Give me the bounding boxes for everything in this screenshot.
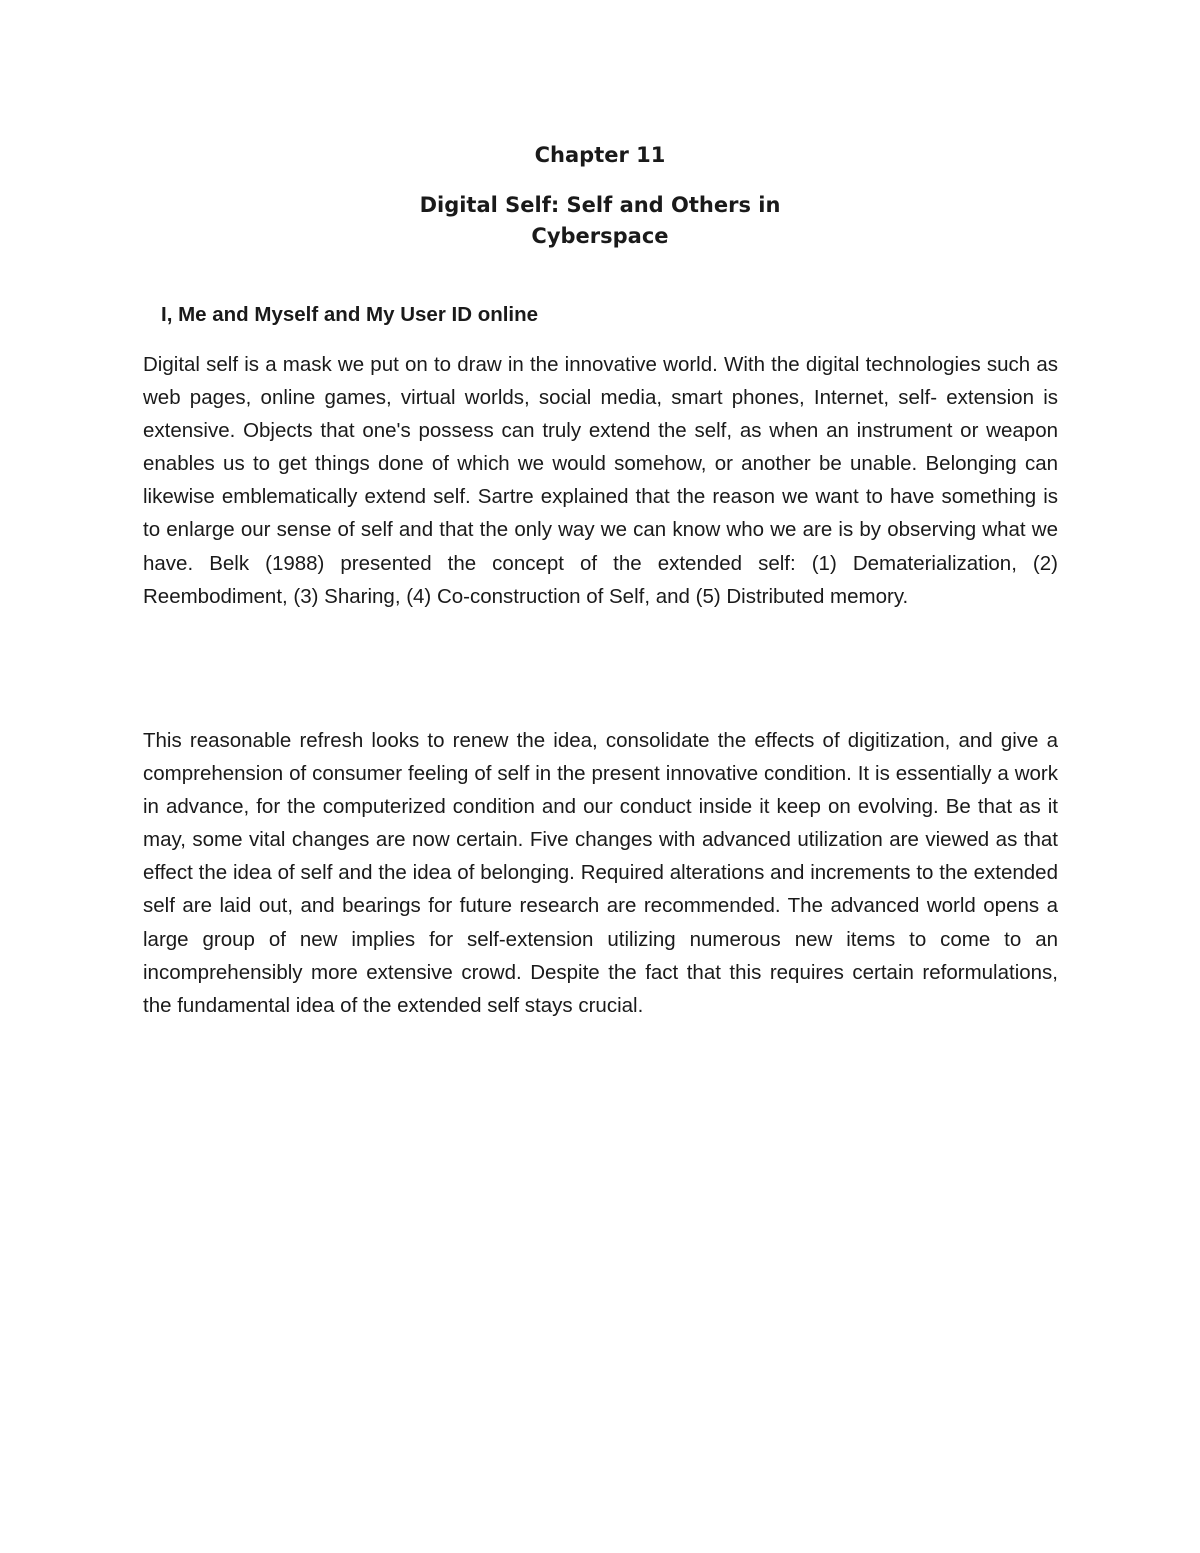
body-paragraph-2: This reasonable refresh looks to renew the idea, consolidate the effects of digitization, and give a comprehension of consumer feeling of self in the present innovative condition. It is essentially a work in advance, for the computerized condition and our conduct inside it keep on evolving. Be that as it may, some vital changes are now certain. Five changes with advanced utilization are viewed as that effect the idea of self and the idea of belonging. Required alterations and increments to the extended self are laid out, and bearings for future research are recommended. The advanced world opens a large group of new implies for self-extension utilizing numerous new items to come to an incomprehensibly more extensive crowd. Despite the fact that this requires certain reformulations, the fundamental idea of the extended self stays crucial.	[143, 729, 1058, 1017]
chapter-number: Chapter 11	[534, 143, 666, 167]
chapter-title-line-1: Digital Self: Self and Others in	[419, 193, 781, 217]
body-paragraph-1: Digital self is a mask we put on to draw in the innovative world. With the digital technologies such as web pages, online games, virtual worlds, social media, smart phones, Internet, self- extension is extensive. Objects that one's possess can truly extend the self, as when an instrument or weapon enables us to get things done of which we would somehow, or another be unable. Belonging can likewise emblematically extend self. Sartre explained that the reason we want to have something is to enlarge our sense of self and that the only way we can know who we are is by observing what we have. Belk (1988) presented the concept of the extended self: (1) Dematerialization, (2) Reembodiment, (3) Sharing, (4) Co-construction of Self, and (5) Distributed memory.	[143, 353, 1058, 608]
section-heading: I, Me and Myself and My User ID online	[161, 303, 539, 326]
chapter-title-line-2: Cyberspace	[531, 224, 669, 248]
chapter-title	[300, 190, 900, 252]
